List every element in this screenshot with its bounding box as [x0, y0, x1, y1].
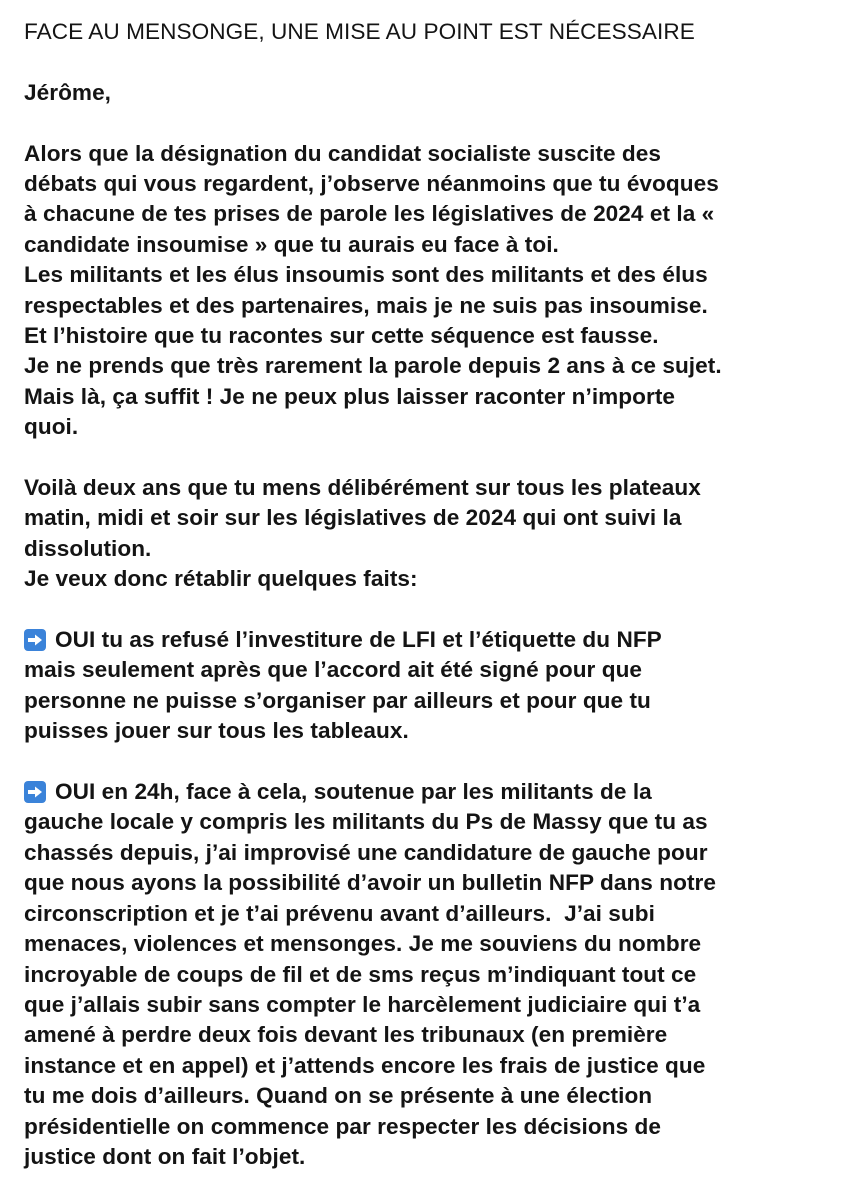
paragraph-line: présidentielle on commence par respecter les décisions de: [24, 1113, 661, 1139]
point-2: [24, 777, 829, 1172]
paragraph-line: débats qui vous regardent, j’observe néanmoins que tu évoques: [24, 171, 719, 196]
paragraph-line: incroyable de coups de fil et de sms reçus m’indiquant tout ce: [24, 961, 697, 987]
paragraph-line: amené à perdre deux fois devant les tribunaux (en première: [24, 1022, 668, 1048]
spacer: [24, 108, 829, 138]
paragraph-line: respectables et des partenaires, mais je ne suis pas insoumise.: [24, 292, 708, 318]
paragraph-line: circonscription et je t’ai prévenu avant d’ailleurs. J’ai subi: [24, 900, 655, 926]
paragraph-line: chassés depuis, j’ai improvisé une candidature de gauche pour: [24, 839, 708, 865]
paragraph-line: OUI tu as refusé l’investiture de LFI et l’étiquette du NFP: [55, 627, 662, 653]
paragraph-line: personne ne puisse s’organiser par ailleurs et pour que tu: [24, 687, 651, 713]
paragraph-line: Voilà deux ans que tu mens délibérément sur tous les plateaux: [24, 475, 701, 501]
paragraph-line: Les militants et les élus insoumis sont des militants et des élus: [24, 262, 708, 288]
paragraph-line: à chacune de tes prises de parole les législatives de 2024 et la «: [24, 201, 715, 227]
right-arrow-emoji-icon: [24, 781, 46, 803]
paragraph-line: dissolution.: [24, 535, 152, 561]
paragraph-line: tu me dois d’ailleurs. Quand on se présente à une élection: [24, 1083, 653, 1109]
paragraph-line: gauche locale y compris les militants du Ps de Massy que tu as: [24, 809, 708, 835]
paragraph-line: candidate insoumise » que tu aurais eu face à toi.: [24, 231, 559, 257]
paragraph-1: [24, 139, 829, 443]
paragraph-line: Je veux donc rétablir quelques faits:: [24, 566, 418, 592]
spacer: [24, 47, 829, 77]
paragraph-line: Mais là, ça suffit ! Je ne peux plus laisser raconter n’importe: [24, 383, 676, 409]
paragraph-line: Alors que la désignation du candidat socialiste suscite des: [24, 140, 661, 166]
spacer: [24, 595, 829, 625]
letter-document: [24, 17, 829, 1172]
paragraph-line: Je ne prends que très rarement la parole depuis 2 ans à ce sujet.: [24, 353, 722, 379]
paragraph-line: mais seulement après que l’accord ait été signé pour que: [24, 657, 643, 683]
salutation: Jérôme,: [24, 79, 112, 105]
paragraph-line: puisses jouer sur tous les tableaux.: [24, 718, 409, 744]
spacer: [24, 747, 829, 777]
paragraph-line: quoi.: [24, 414, 79, 440]
letter-title: FACE AU MENSONGE, UNE MISE AU POINT EST NÉCESSAIRE: [24, 19, 695, 44]
spacer: [24, 443, 829, 473]
right-arrow-emoji-icon: [24, 629, 46, 651]
paragraph-line: OUI en 24h, face à cela, soutenue par les militants de la: [55, 779, 652, 805]
point-1: [24, 625, 829, 747]
paragraph-line: justice dont on fait l’objet.: [24, 1143, 306, 1169]
paragraph-line: menaces, violences et mensonges. Je me souviens du nombre: [24, 931, 702, 957]
paragraph-line: matin, midi et soir sur les législatives de 2024 qui ont suivi la: [24, 505, 682, 531]
paragraph-line: que j’allais subir sans compter le harcèlement judiciaire qui t’a: [24, 991, 701, 1017]
paragraph-2: [24, 473, 829, 595]
paragraph-line: que nous ayons la possibilité d’avoir un bulletin NFP dans notre: [24, 870, 716, 896]
paragraph-line: Et l’histoire que tu racontes sur cette séquence est fausse.: [24, 323, 659, 349]
paragraph-line: instance et en appel) et j’attends encore les frais de justice que: [24, 1052, 706, 1078]
